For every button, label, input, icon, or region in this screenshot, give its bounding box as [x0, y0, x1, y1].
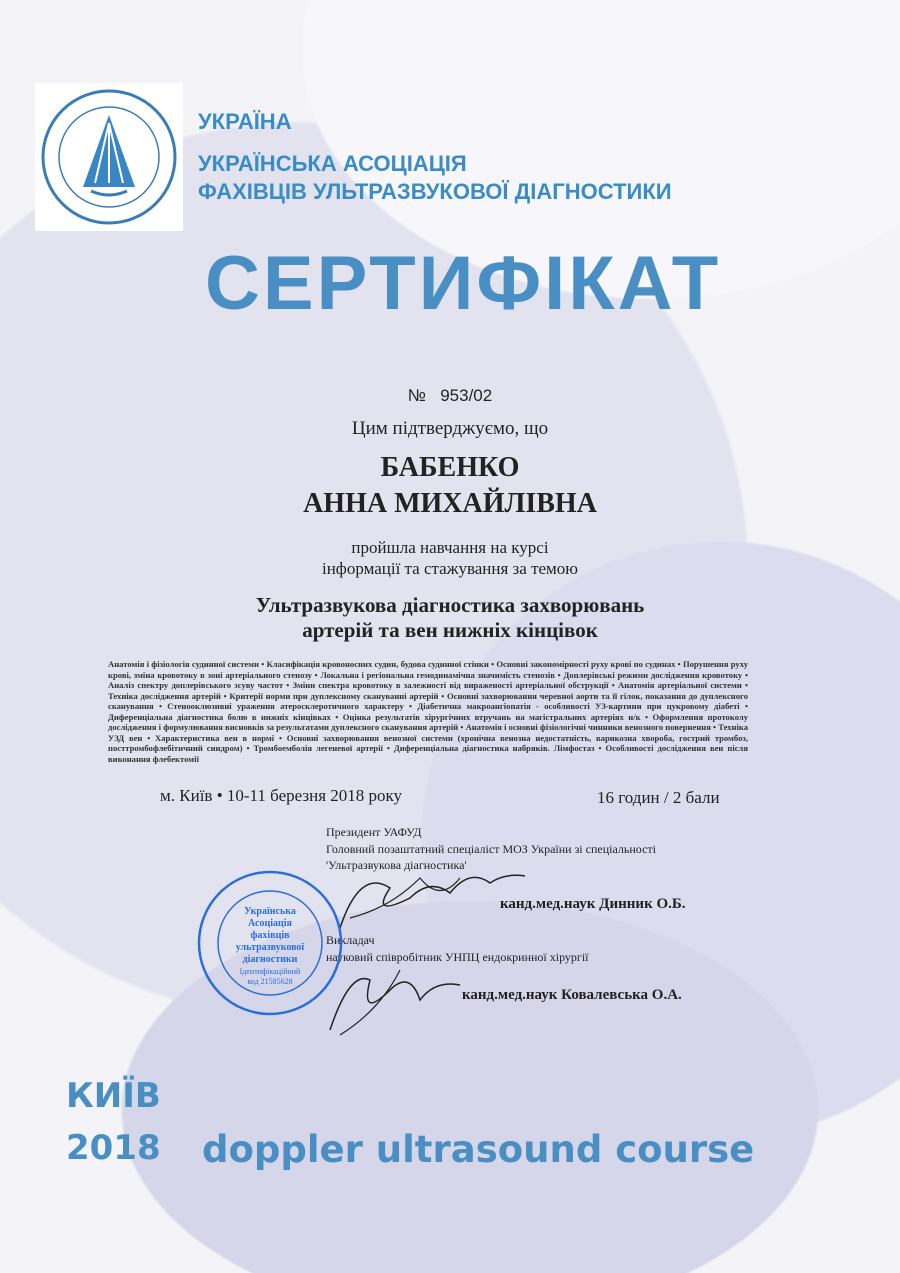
official-stamp [195, 868, 345, 1018]
signer2-role1: Викладач [326, 933, 375, 947]
svg-text:Ідентифікаційний: Ідентифікаційний [239, 967, 301, 976]
footer-city: КИЇВ [66, 1076, 161, 1116]
recipient-given-name: АННА МИХАЙЛІВНА [303, 488, 597, 519]
confirm-text: Цим підтверджуємо, що [351, 418, 549, 439]
svg-text:фахівців: фахівців [250, 930, 290, 941]
number-value: 953/02 [440, 386, 493, 405]
country-label: УКРАЇНА [198, 109, 292, 134]
signature-1 [330, 858, 530, 938]
course-intro-line2: інформації та стажування за темою [321, 559, 579, 578]
association-logo [35, 83, 183, 231]
footer-tagline: doppler ultrasound course [202, 1128, 755, 1171]
course-topics: Анатомія і фізіологія судинної системи • Класифікація кровоносних судин, будова судинної стінки • Основні закономірності руху крові по судинах • Порушення руху крові, зміна кровотоку в зоні артеріального стенозу • Локальна і регіональна гемодинамічна значимість стенозів • Доплерівські режими дослідження кровотоку • Аналіз спектру доплерівського зсуву частот • Зміни спектра кровотоку в залежності від вираженості артеріальної обструкції • Анатомія артеріальної системи • Техніка дослідження артерій • Критерії норми при дуплексному скануванні артерій • Основні захворювання черевної аорти та її гілок, показання до дуплексного сканування • Стенооклюзивні ураження атеросклеротичного характеру • Діабетична макроангіопатія - особливості УЗ-картини при цукровому діабеті • Диференціальна діагностика болю в нижніх кінцівках • Оцінка результатів хірургічних втручань на магістральних артеріях н/к • Оформлення протоколу дослідження і формулювання висновків за результатами дуплексного сканування артерій • Анатомія і основні фізіологічні чинники венозного повернення • Техніка УЗД вен • Характеристика вен в нормі • Основні захворювання венозної системи (хронічна венозна недостатність, варикозна хвороба, гострий тромбоз, посттромбофлебітичний синдром) • Тромбоемболія легеневої артерії • Диференціальна діагностика набряків. Лімфостаз • Особливості дослідження вен після виконання флебектомії [108, 659, 748, 764]
organization-name-line2: ФАХІВЦІВ УЛЬТРАЗВУКОВОЇ ДІАГНОСТИКИ [198, 179, 672, 204]
course-title-line2: артерій та вен нижніх кінцівок [302, 618, 598, 642]
signer1-role3: 'Ультразвукова діагностика' [326, 858, 467, 872]
signer2-role2: науковий співробітник УНПЦ ендокринної хірургії [326, 950, 589, 964]
course-intro-line1: пройшла навчання на курсі [351, 538, 549, 557]
signer1-role1: Президент УАФУД [326, 825, 422, 839]
svg-text:ультразвукової: ультразвукової [235, 942, 305, 953]
svg-text:Українська: Українська [244, 906, 296, 917]
course-title-line1: Ультразвукова діагностика захворювань [255, 593, 645, 617]
course-hours: 16 годин / 2 бали [597, 788, 720, 807]
certificate-title: СЕРТИФІКАТ [205, 241, 722, 326]
svg-text:Асоціація: Асоціація [248, 918, 292, 929]
signer1-name: канд.мед.наук Динник О.Б. [500, 896, 686, 912]
place-date: м. Київ • 10-11 березня 2018 року [160, 786, 403, 805]
footer-year: 2018 [66, 1128, 161, 1168]
signer1-role2: Головний позаштатний спеціаліст МОЗ України зі спеціальності [326, 842, 656, 856]
svg-text:діагностики: діагностики [242, 954, 298, 965]
organization-name-line1: УКРАЇНСЬКА АСОЦІАЦІЯ [198, 151, 467, 176]
number-sign: № [407, 386, 427, 405]
signer2-name: канд.мед.наук Ковалевська О.А. [462, 987, 682, 1003]
svg-text:код 21585628: код 21585628 [247, 977, 293, 986]
certificate-number [0, 386, 900, 406]
recipient-surname: БАБЕНКО [380, 452, 520, 483]
